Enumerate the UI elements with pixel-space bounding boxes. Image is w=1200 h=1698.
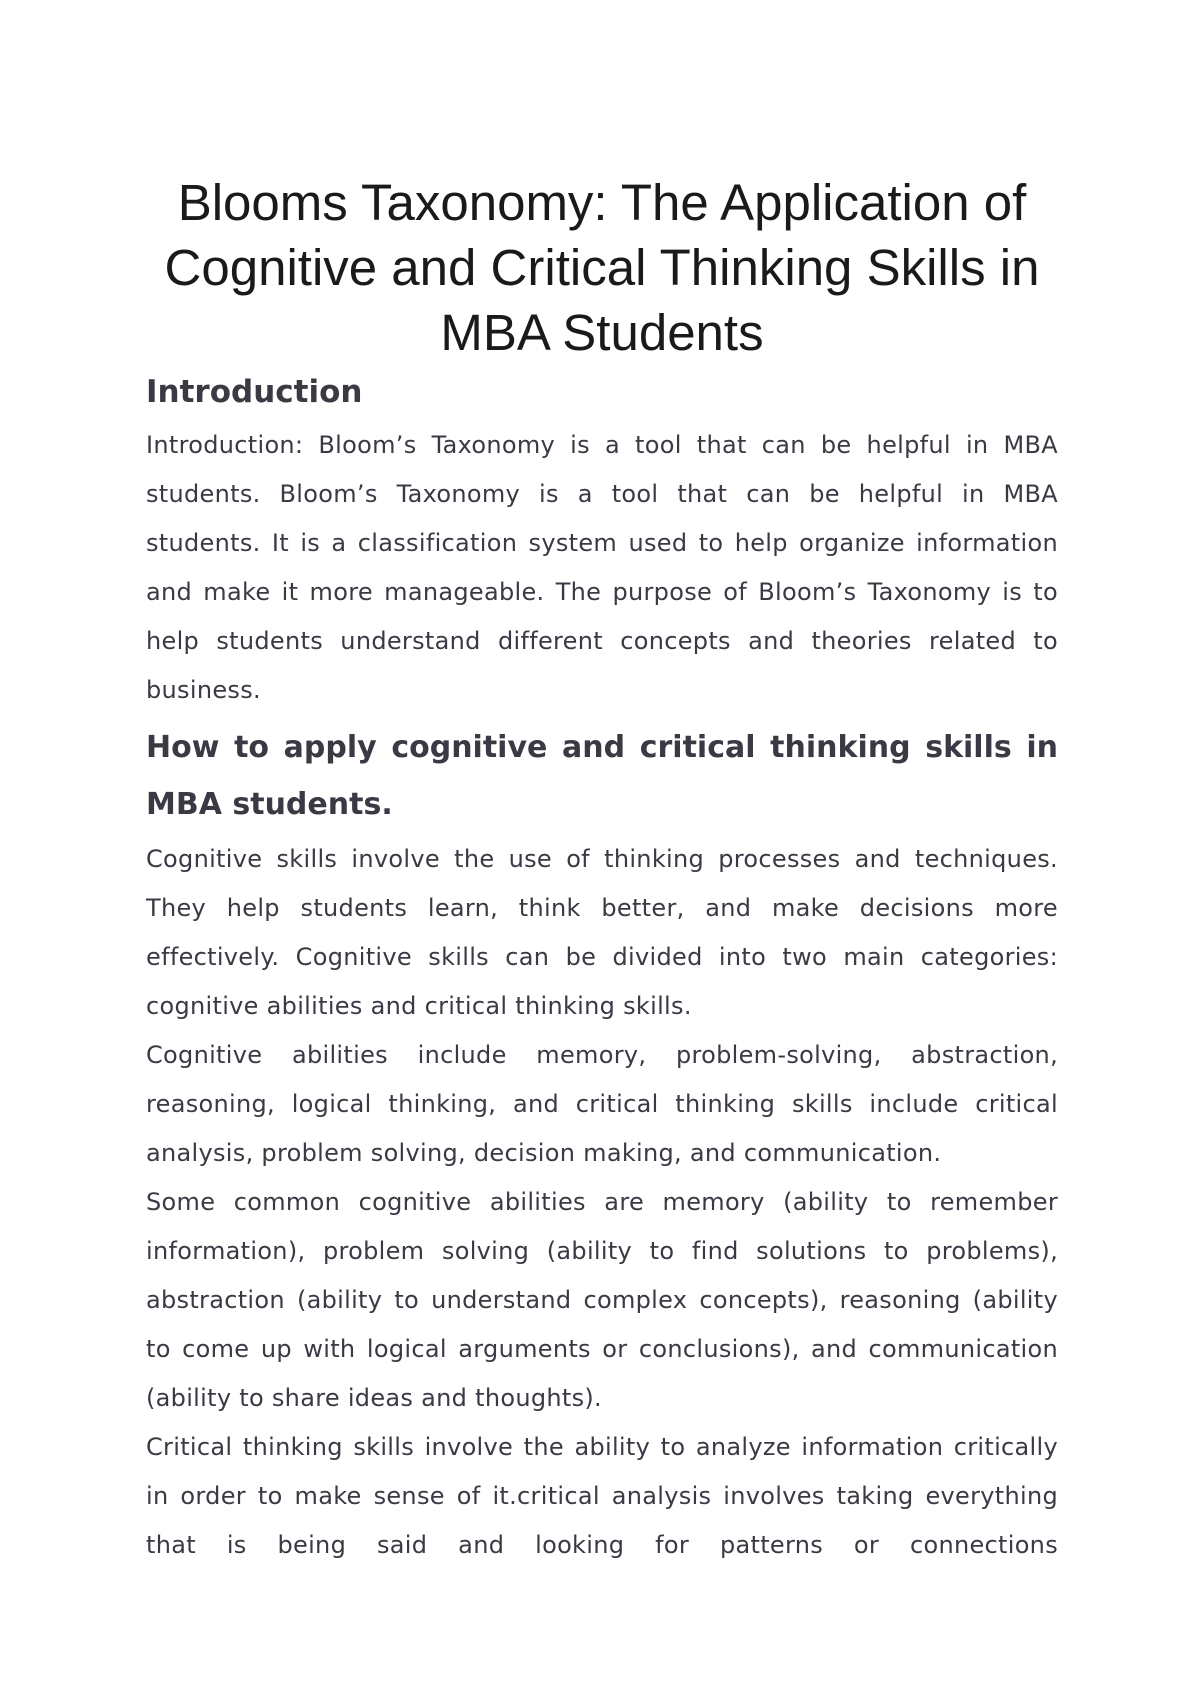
section-heading-apply-skills: How to apply cognitive and critical thinking skills in MBA students. xyxy=(146,730,1058,822)
paragraph-cognitive-abilities: Cognitive abilities include memory, problem-solving, abstraction, reasoning, logical thinking, and critical thinking skills include critical analysis, problem solving, decision making, and communication. xyxy=(146,1041,1058,1167)
introduction-paragraph: Introduction: Bloom’s Taxonomy is a tool that can be helpful in MBA students. Bloom’s Taxonomy is a tool that can be helpful in MBA students. It is a classification system used to help organize information and make it more manageable. The purpose of Bloom’s Taxonomy is to help students understand different concepts and theories related to business. xyxy=(146,431,1058,704)
paragraph-critical-thinking: Critical thinking skills involve the ability to analyze information critically in order to make sense of it.critical analysis involves taking everything that is being said and looking for patterns or connections xyxy=(146,1433,1058,1559)
document-title: Blooms Taxonomy: The Application of Cognitive and Critical Thinking Skills in MBA Students xyxy=(164,174,1040,361)
paragraph-cognitive-skills: Cognitive skills involve the use of thinking processes and techniques. They help students learn, think better, and make decisions more effectively. Cognitive skills can be divided into two main categories: cognitive abilities and critical thinking skills. xyxy=(146,845,1058,1020)
paragraph-common-abilities: Some common cognitive abilities are memory (ability to remember information), problem solving (ability to find solutions to problems), abstraction (ability to understand complex concepts), reasoning (ability to come up with logical arguments or conclusions), and communication (ability to share ideas and thoughts). xyxy=(146,1188,1058,1412)
document-body xyxy=(146,170,1058,1570)
section-heading-introduction: Introduction xyxy=(146,374,363,410)
